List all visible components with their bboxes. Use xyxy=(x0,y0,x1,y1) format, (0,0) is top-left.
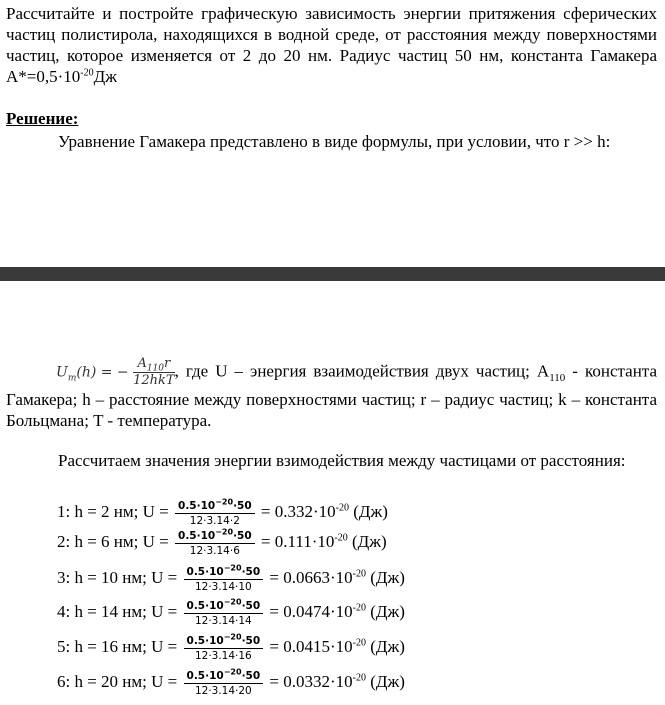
row-result: = 0.332·10 xyxy=(260,502,336,521)
row-prefix: 4: h = 14 нм; U = xyxy=(57,602,178,621)
row-num: 0.5·10 xyxy=(186,599,224,612)
calc-row xyxy=(57,497,388,527)
row-unit: (Дж) xyxy=(349,502,388,521)
row-result: = 0.0474·10 xyxy=(269,602,353,621)
row-unit: (Дж) xyxy=(366,602,405,621)
row-fraction xyxy=(184,565,264,594)
problem-statement xyxy=(6,3,657,87)
row-num: 0.5·10 xyxy=(186,634,224,647)
row-num-tail: ·50 xyxy=(233,529,252,542)
row-result-exp: -20 xyxy=(352,602,367,614)
row-prefix: 6: h = 20 нм; U = xyxy=(57,672,178,691)
row-unit: (Дж) xyxy=(366,637,405,656)
formula-lhs-arg: (h) = − xyxy=(76,364,129,381)
formula-lhs: U xyxy=(56,364,68,381)
problem-text: Рассчитайте и постройте графическую зависимость энергии притяжения сферических частиц полистирола, находящихся в водной среде, от расстояния между поверхностями частиц, которое изменяется от 2 до 20 нм. Радиус частиц 50 нм, константа Гамакера А*=0,5·10 xyxy=(6,4,657,86)
calc-row xyxy=(57,667,405,697)
row-fraction xyxy=(184,669,264,698)
legend-part1: , где U – энергия взаимодействия двух частиц; А xyxy=(174,361,550,381)
formula-fraction xyxy=(133,356,174,389)
row-denominator: 12·3.14·6 xyxy=(189,544,240,557)
formula-denominator: 12hkT xyxy=(133,373,175,388)
formula-num-A: A xyxy=(137,356,147,371)
row-result-exp: -20 xyxy=(352,568,367,580)
row-numerator xyxy=(175,529,255,544)
legend-sub: 110 xyxy=(549,371,566,384)
row-fraction xyxy=(184,599,264,628)
row-num-exp: −20 xyxy=(215,527,234,537)
equation-intro: Уравнение Гамакера представлено в виде формулы, при условии, что r >> h: xyxy=(58,132,611,151)
formula-num-r: r xyxy=(164,356,171,371)
row-num-exp: −20 xyxy=(223,563,242,573)
hamaker-formula xyxy=(56,356,175,389)
formula-numerator xyxy=(133,356,174,373)
row-num: 0.5·10 xyxy=(186,565,224,578)
row-num-exp: −20 xyxy=(223,632,242,642)
problem-exponent: -20 xyxy=(80,67,94,79)
row-prefix: 2: h = 6 нм; U = xyxy=(57,532,169,551)
formula-lhs-sub: m xyxy=(67,373,77,384)
row-unit: (Дж) xyxy=(366,672,405,691)
row-fraction xyxy=(175,499,255,528)
calc-intro: Рассчитаем значения энергии взимодействия между частицами от расстояния: xyxy=(58,451,626,470)
row-unit: (Дж) xyxy=(366,568,405,587)
row-numerator xyxy=(175,499,255,514)
row-num-exp: −20 xyxy=(215,497,234,507)
row-fraction xyxy=(175,529,255,558)
row-prefix: 1: h = 2 нм; U = xyxy=(57,502,169,521)
formula-paragraph xyxy=(6,356,657,431)
row-denominator: 12·3.14·10 xyxy=(194,580,252,593)
page-divider xyxy=(0,267,665,281)
row-unit: (Дж) xyxy=(347,532,387,551)
row-denominator: 12·3.14·20 xyxy=(194,684,252,697)
row-prefix: 5: h = 16 нм; U = xyxy=(57,637,178,656)
row-num-tail: ·50 xyxy=(241,599,261,612)
row-numerator xyxy=(184,669,264,684)
row-num-tail: ·50 xyxy=(241,669,261,682)
calc-row xyxy=(57,527,387,557)
row-fraction xyxy=(184,634,264,663)
row-result: = 0.0663·10 xyxy=(269,568,353,587)
row-numerator xyxy=(184,599,264,614)
row-prefix: 3: h = 10 нм; U = xyxy=(57,568,178,587)
row-denominator: 12·3.14·14 xyxy=(194,614,252,627)
calc-row xyxy=(57,597,405,627)
row-result: = 0.0332·10 xyxy=(269,672,353,691)
problem-unit: Дж xyxy=(93,67,117,86)
legend-part2: - константа Гамакера; h – расстояние между поверхностями частиц; r – радиус частиц; k – константа Больцмана; T - температура. xyxy=(6,361,657,430)
formula-num-sub: 110 xyxy=(146,363,165,374)
row-result: = 0.0415·10 xyxy=(269,637,353,656)
row-num: 0.5·10 xyxy=(178,529,216,542)
calc-row xyxy=(57,563,405,593)
row-num-exp: −20 xyxy=(223,597,242,607)
row-num: 0.5·10 xyxy=(178,499,216,512)
row-num-exp: −20 xyxy=(223,667,242,677)
row-num-tail: ·50 xyxy=(241,565,261,578)
solution-heading: Решение: xyxy=(6,109,79,128)
row-result-exp: -20 xyxy=(335,502,350,514)
row-numerator xyxy=(184,565,264,580)
row-denominator: 12·3.14·2 xyxy=(189,514,240,527)
row-result: = 0.111·10 xyxy=(260,532,335,551)
row-result-exp: -20 xyxy=(352,672,367,684)
calc-row xyxy=(57,632,405,662)
row-result-exp: -20 xyxy=(334,532,348,544)
row-denominator: 12·3.14·16 xyxy=(194,649,252,662)
row-numerator xyxy=(184,634,264,649)
row-result-exp: -20 xyxy=(352,637,367,649)
row-num-tail: ·50 xyxy=(241,634,261,647)
row-num: 0.5·10 xyxy=(186,669,224,682)
row-num-tail: ·50 xyxy=(233,499,252,512)
